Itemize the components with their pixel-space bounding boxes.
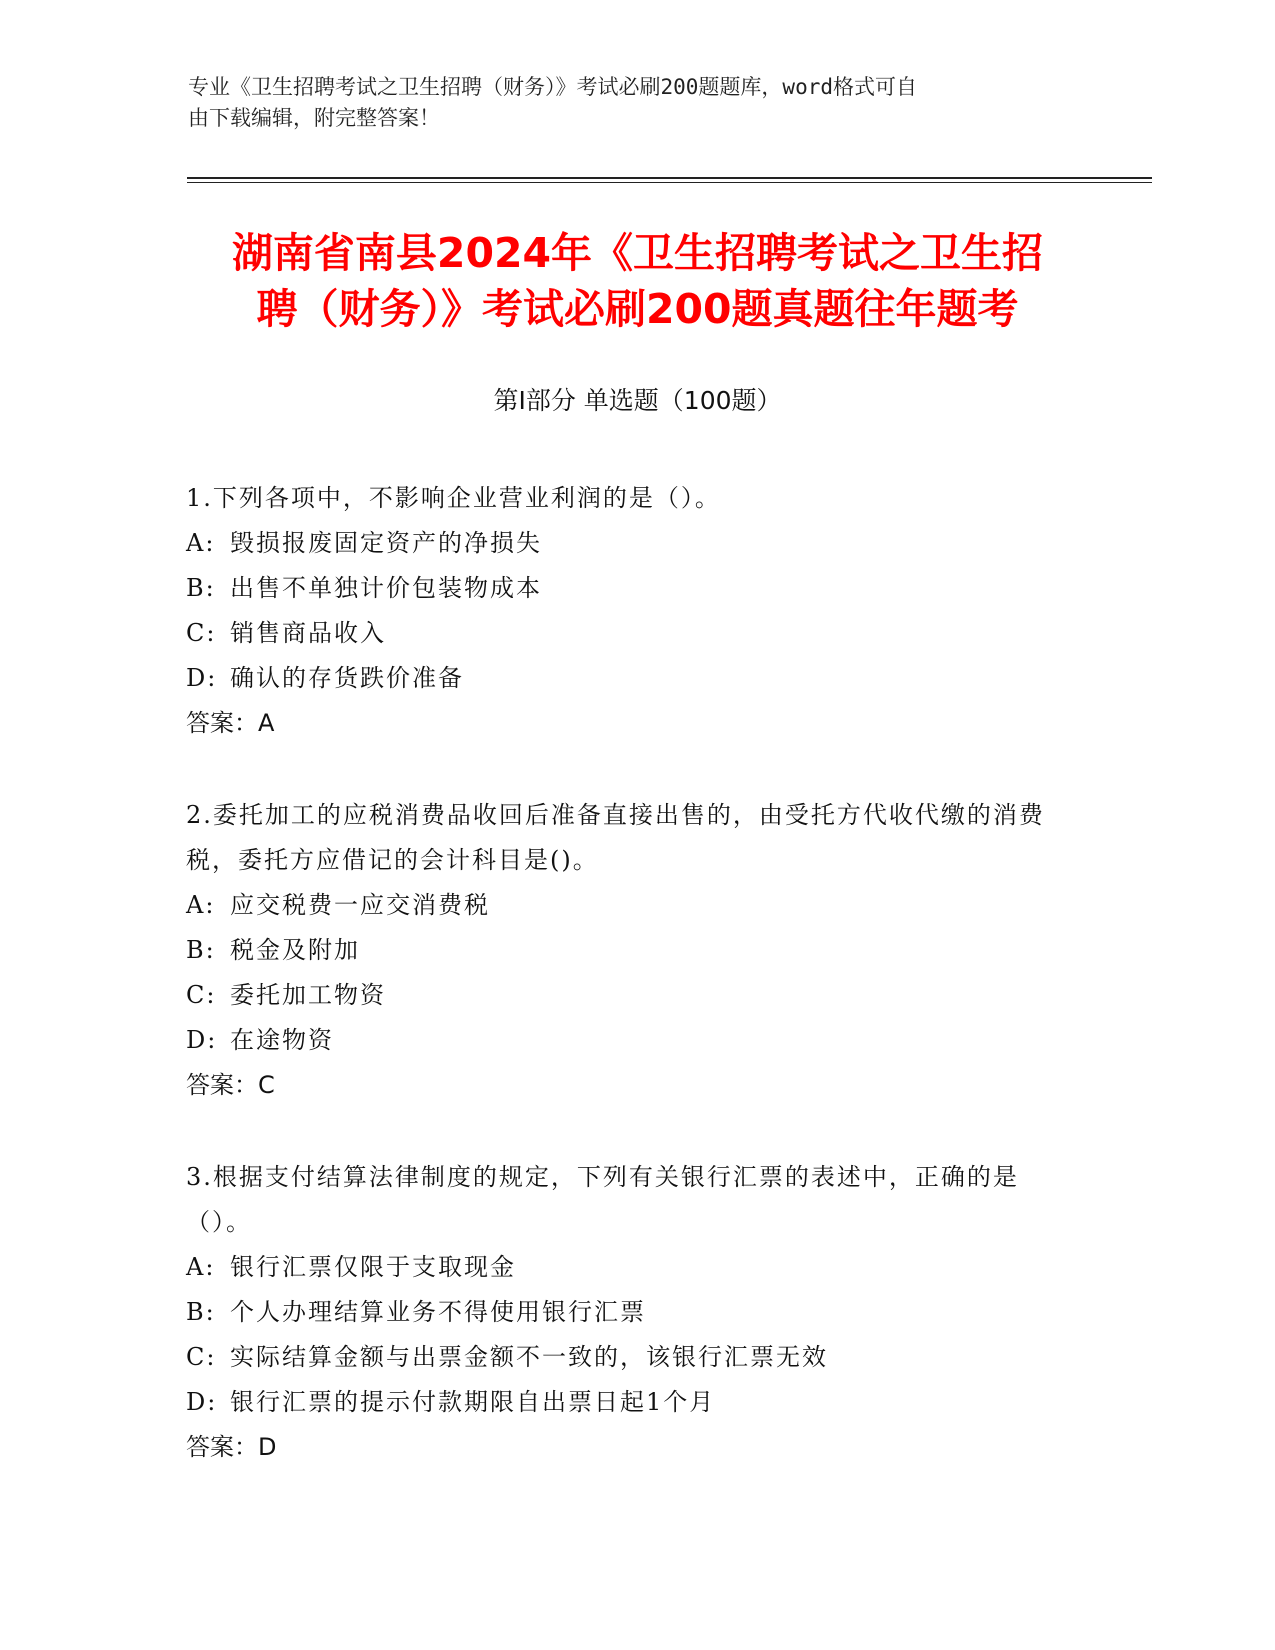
- option-b: [186, 566, 1066, 611]
- answer-line: 答案：C: [186, 1071, 275, 1099]
- option-a: [186, 883, 1066, 928]
- option-letter: A:: [186, 529, 216, 557]
- answer-line: 答案：A: [186, 709, 275, 737]
- answer-line: 答案：D: [186, 1433, 277, 1461]
- option-letter: B:: [186, 936, 216, 964]
- option-d: [186, 656, 1066, 701]
- option-c: [186, 1335, 1066, 1380]
- question-text: 2.委托加工的应税消费品收回后准备直接出售的，由受托方代收代缴的消费税，委托方应借记的会计科目是()。: [186, 801, 1045, 874]
- option-text: 个人办理结算业务不得使用银行汇票: [230, 1298, 646, 1326]
- option-letter: C:: [186, 981, 217, 1009]
- option-letter: D:: [186, 1026, 218, 1054]
- title-line-2: 聘（财务）》考试必刷200题真题往年题考: [256, 285, 1019, 333]
- option-text: 确认的存货跌价准备: [230, 664, 464, 692]
- option-letter: D:: [186, 1388, 218, 1416]
- header-divider-thick: [187, 177, 1152, 179]
- option-letter: D:: [186, 664, 218, 692]
- option-b: [186, 928, 1066, 973]
- option-d: [186, 1380, 1066, 1425]
- option-text: 实际结算金额与出票金额不一致的，该银行汇票无效: [230, 1343, 828, 1371]
- question-3: [186, 1155, 1066, 1470]
- question-1: [186, 476, 1066, 746]
- option-text: 银行汇票的提示付款期限自出票日起1个月: [230, 1388, 716, 1416]
- section-heading: 第Ⅰ部分 单选题（100题）: [493, 386, 782, 415]
- option-c: [186, 611, 1066, 656]
- question-text: 3.根据支付结算法律制度的规定，下列有关银行汇票的表述中，正确的是（）。: [186, 1163, 1019, 1236]
- header-divider-thin: [187, 182, 1152, 183]
- intro-line-2: 由下载编辑，附完整答案！: [188, 106, 440, 130]
- option-letter: C:: [186, 619, 217, 647]
- question-spacer: [186, 1108, 1066, 1155]
- option-letter: B:: [186, 574, 216, 602]
- intro-paragraph: [188, 72, 1068, 134]
- option-text: 委托加工物资: [230, 981, 386, 1009]
- option-c: [186, 973, 1066, 1018]
- option-letter: A:: [186, 891, 216, 919]
- option-letter: A:: [186, 1253, 216, 1281]
- question-list: [186, 476, 1066, 1470]
- option-d: [186, 1018, 1066, 1063]
- option-text: 毁损报废固定资产的净损失: [230, 529, 542, 557]
- option-a: [186, 1245, 1066, 1290]
- option-letter: B:: [186, 1298, 216, 1326]
- question-2: [186, 793, 1066, 1108]
- option-text: 税金及附加: [230, 936, 360, 964]
- option-text: 应交税费一应交消费税: [230, 891, 490, 919]
- option-b: [186, 1290, 1066, 1335]
- option-letter: C:: [186, 1343, 217, 1371]
- question-spacer: [186, 746, 1066, 793]
- option-text: 银行汇票仅限于支取现金: [230, 1253, 516, 1281]
- option-text: 在途物资: [230, 1026, 334, 1054]
- document-title: [150, 225, 1125, 337]
- option-text: 出售不单独计价包装物成本: [230, 574, 542, 602]
- intro-line-1: 专业《卫生招聘考试之卫生招聘（财务）》考试必刷200题题库，word格式可自: [188, 75, 917, 99]
- option-text: 销售商品收入: [230, 619, 386, 647]
- option-a: [186, 521, 1066, 566]
- question-text: 1.下列各项中，不影响企业营业利润的是（）。: [186, 484, 721, 512]
- title-line-1: 湖南省南县2024年《卫生招聘考试之卫生招: [231, 229, 1044, 277]
